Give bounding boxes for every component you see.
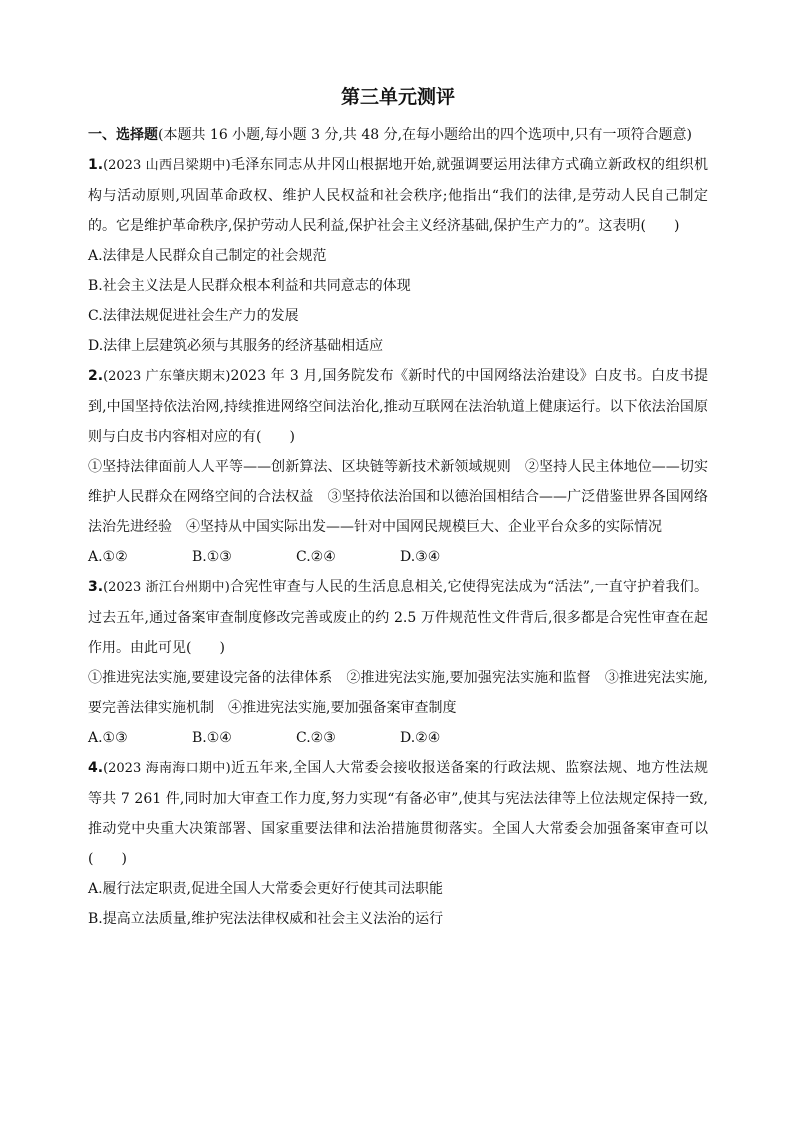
question-statements: ①坚持法律面前人人平等——创新算法、区块链等新技术新领域规则 ②坚持人民主体地位——切实维护人民群众在网络空间的合法权益 ③坚持依法治国和以德治国相结合——广泛借鉴世界各国网络法治先进经验 ④坚持从中国实际出发——针对中国网民规模巨大、企业平台众多的实际情况	[88, 459, 708, 535]
section-instruction: (本题共 16 小题,每小题 3 分,共 48 分,在每小题给出的四个选项中,只有一项符合题意)	[158, 127, 692, 143]
option-a: A.履行法定职责,促进全国人大常委会更好行使其司法职能	[88, 881, 444, 897]
question-stem	[88, 753, 708, 874]
question-stem	[88, 150, 708, 241]
section-header	[88, 120, 708, 150]
question-source: (2023 海南海口期中)	[103, 761, 231, 776]
combo-c: C.②④	[296, 549, 336, 565]
question-3	[88, 572, 708, 753]
answer-combos	[88, 723, 708, 753]
question-number: 2.	[88, 368, 104, 384]
combo-b: B.①③	[192, 549, 232, 565]
option-b: B.社会主义法是人民群众根本利益和共同意志的体现	[88, 278, 411, 294]
question-text: 2023 年 3 月,国务院发布《新时代的中国网络法治建设》白皮书。白皮书提到,中国坚持依法治网,持续推进网络空间法治化,推动互联网在法治轨道上健康运行。以下依法治国原则与白皮书内容相对应的有( )	[88, 368, 708, 445]
question-source: (2023 浙江台州期中)	[103, 580, 230, 595]
combo-d: D.③④	[400, 549, 441, 565]
answer-combos	[88, 542, 708, 572]
question-1	[88, 150, 708, 361]
question-text: 毛泽东同志从井冈山根据地开始,就强调要运用法律方式确立新政权的组织机构与活动原则,巩固革命政权、维护人民权益和社会秩序;他指出“我们的法律,是劳动人民自己制定的。它是维护革命秩序,保护劳动人民利益,保护社会主义经济基础,保护生产力的”。这表明( )	[88, 157, 708, 234]
option-a: A.法律是人民群众自己制定的社会规范	[88, 248, 327, 264]
option-b: B.提高立法质量,维护宪法法律权威和社会主义法治的运行	[88, 911, 444, 927]
question-2	[88, 361, 708, 572]
question-stem	[88, 572, 708, 663]
question-number: 4.	[88, 760, 104, 776]
question-text: 合宪性审查与人民的生活息息相关,它使得宪法成为“活法”,一直守护着我们。过去五年,通过备案审查制度修改完善或废止的约 2.5 万件规范性文件背后,很多都是合宪性审查在起作用。由此可见( )	[88, 579, 708, 656]
question-stem	[88, 361, 708, 452]
combo-b: B.①④	[192, 730, 232, 746]
question-4	[88, 753, 708, 934]
question-source: (2023 广东肇庆期末)	[103, 369, 231, 384]
combo-c: C.②③	[296, 730, 336, 746]
question-number: 3.	[88, 579, 104, 595]
document-content	[88, 84, 708, 934]
option-d: D.法律上层建筑必须与其服务的经济基础相适应	[88, 338, 384, 354]
section-heading: 一、选择题	[88, 127, 158, 143]
question-statements: ①推进宪法实施,要建设完备的法律体系 ②推进宪法实施,要加强宪法实施和监督 ③推进宪法实施,要完善法律实施机制 ④推进宪法实施,要加强备案审查制度	[88, 670, 708, 716]
question-text: 近五年来,全国人大常委会接收报送备案的行政法规、监察法规、地方性法规等共 7 261 件,同时加大审查工作力度,努力实现“有备必审”,使其与宪法法律等上位法规定保持一致,推动党中央重大决策部署、国家重要法律和法治措施贯彻落实。全国人大常委会加强备案审查可以( )	[88, 760, 708, 867]
question-number: 1.	[88, 157, 104, 173]
page-title: 第三单元测评	[340, 86, 455, 108]
combo-d: D.②④	[400, 730, 441, 746]
question-source: (2023 山西吕梁期中)	[103, 158, 231, 173]
combo-a: A.①③	[88, 730, 128, 746]
combo-a: A.①②	[88, 549, 128, 565]
option-c: C.法律法规促进社会生产力的发展	[88, 308, 299, 324]
